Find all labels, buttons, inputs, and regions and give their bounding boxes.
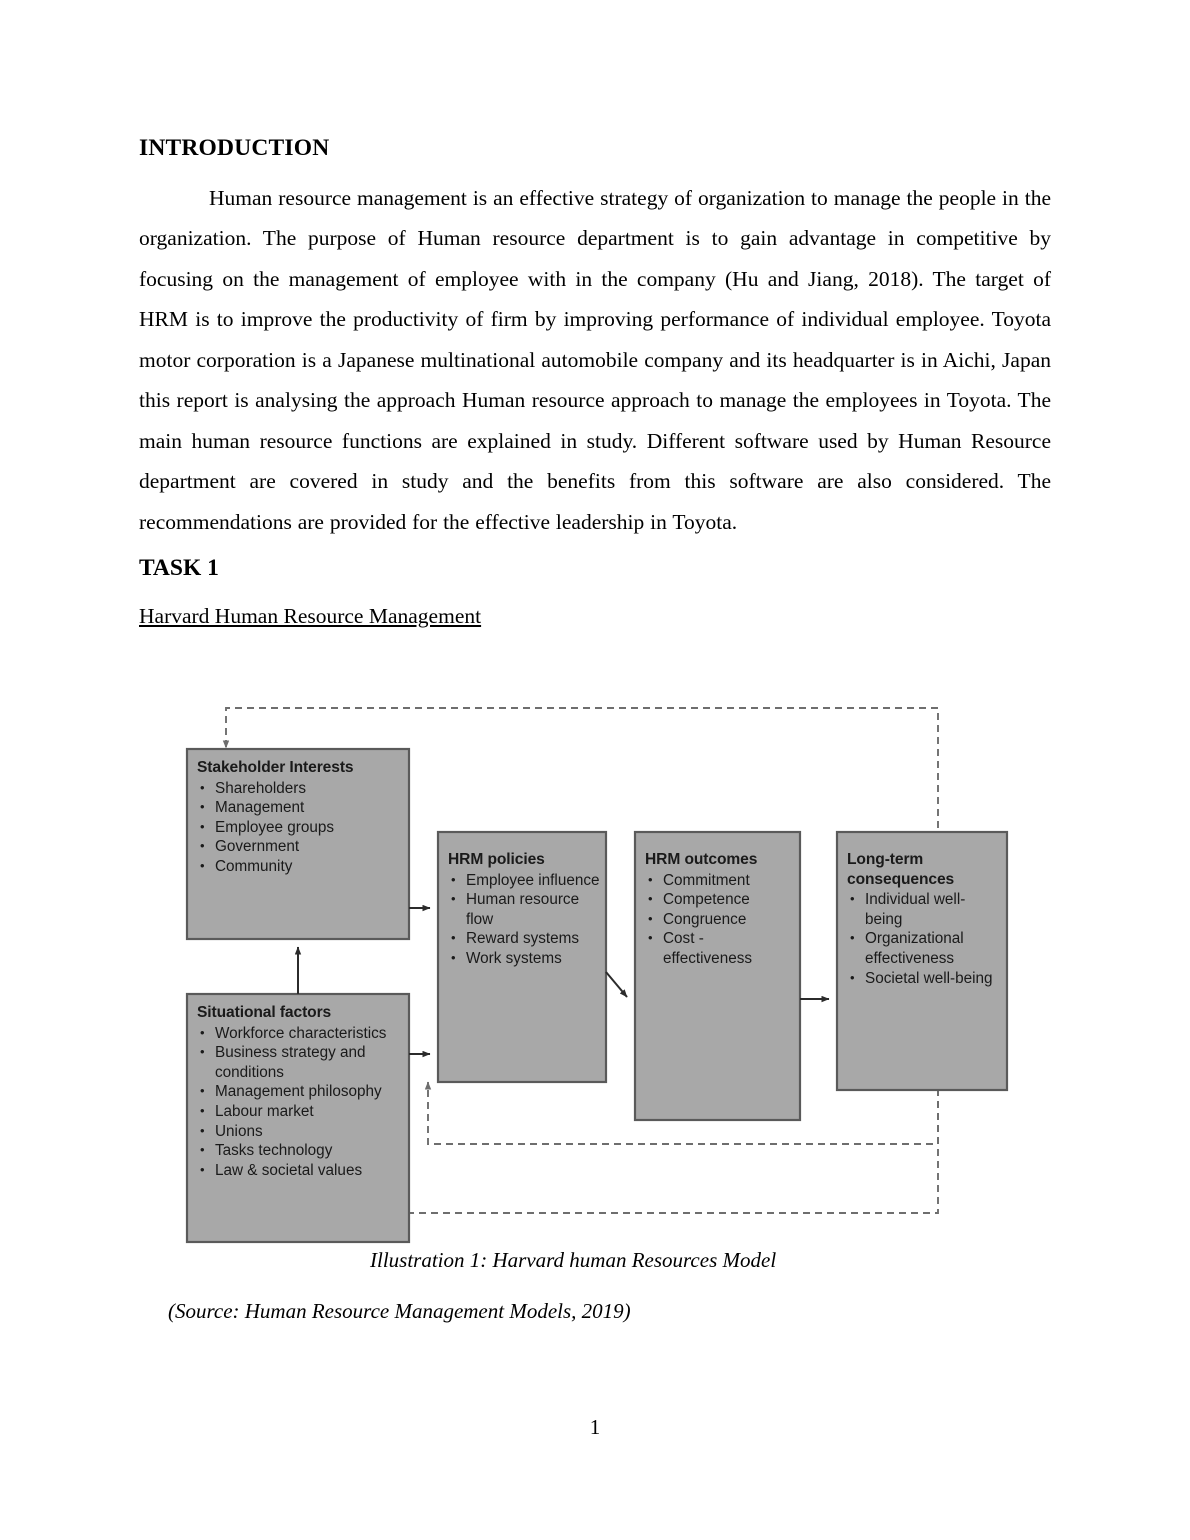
list-item: • Competence	[645, 890, 794, 910]
list-item: • Employee groups	[197, 818, 403, 838]
list-item: • Workforce characteristics	[197, 1024, 403, 1044]
box-title: HRM outcomes	[645, 851, 758, 868]
box-items	[645, 871, 794, 969]
box-hrm-policies	[438, 832, 606, 1082]
box-items	[197, 779, 403, 877]
task-heading: TASK 1	[139, 555, 219, 582]
list-item: • Business strategy and conditions	[197, 1043, 403, 1082]
box-title: Stakeholder Interests	[197, 759, 354, 776]
list-item: • Shareholders	[197, 779, 403, 799]
list-item: • Tasks technology	[197, 1141, 403, 1161]
list-item: • Work systems	[448, 949, 600, 969]
list-item: • Individual well-being	[847, 890, 1001, 929]
list-item: • Reward systems	[448, 929, 600, 949]
arrow-hrm-policies-to-hrm-outcomes	[606, 972, 627, 997]
figure-caption: Illustration 1: Harvard human Resources Model	[370, 1248, 777, 1272]
box-items	[847, 890, 1001, 988]
box-title: Situational factors	[197, 1004, 332, 1021]
list-item: • Commitment	[645, 871, 794, 891]
list-item: • Management	[197, 798, 403, 818]
intro-paragraph: Human resource management is an effective strategy of organization to manage the people in the organization. The purpose of Human resource department is to gain advantage in competitive by focusing on the management of employee with in the company (Hu and Jiang, 2018). The target of HRM is to improve the productivity of firm by improving performance of individual employee. Toyota motor corporation is a Japanese multinational automobile company and its headquarter is in Aichi, Japan this report is analysing the approach Human resource approach to manage the employees in Toyota. The main human resource functions are explained in study. Different software used by Human Resource department are covered in study and the benefits from this software are also considered. The recommendations are provided for the effective leadership in Toyota.	[139, 185, 1051, 534]
box-situational-factors	[187, 994, 409, 1242]
list-item: • Organizational effectiveness	[847, 929, 1001, 968]
list-item: • Government	[197, 837, 403, 857]
box-title: Long-term consequences	[847, 851, 955, 888]
list-item: • Human resource flow	[448, 890, 600, 929]
list-item: • Community	[197, 857, 403, 877]
list-item: • Employee influence	[448, 871, 600, 891]
list-item: • Unions	[197, 1122, 403, 1142]
list-item: • Management philosophy	[197, 1082, 403, 1102]
section-subheading: Harvard Human Resource Management	[139, 604, 482, 629]
box-items	[448, 871, 600, 969]
harvard-hrm-model-figure	[175, 692, 1025, 1252]
list-item: • Cost - effectiveness	[645, 929, 794, 968]
page-title: INTRODUCTION	[139, 135, 330, 161]
list-item: • Societal well-being	[847, 969, 1001, 989]
page-number: 1	[589, 1415, 601, 1439]
box-stakeholder-interests	[187, 749, 409, 939]
list-item: • Law & societal values	[197, 1161, 403, 1181]
list-item: • Congruence	[645, 910, 794, 930]
box-hrm-outcomes	[635, 832, 800, 1120]
figure-source: (Source: Human Resource Management Models, 2019)	[168, 1299, 631, 1323]
box-long-term-consequences	[837, 832, 1007, 1090]
box-title: HRM policies	[448, 851, 545, 868]
list-item: • Labour market	[197, 1102, 403, 1122]
document-content	[139, 136, 1051, 642]
box-items	[197, 1024, 403, 1181]
